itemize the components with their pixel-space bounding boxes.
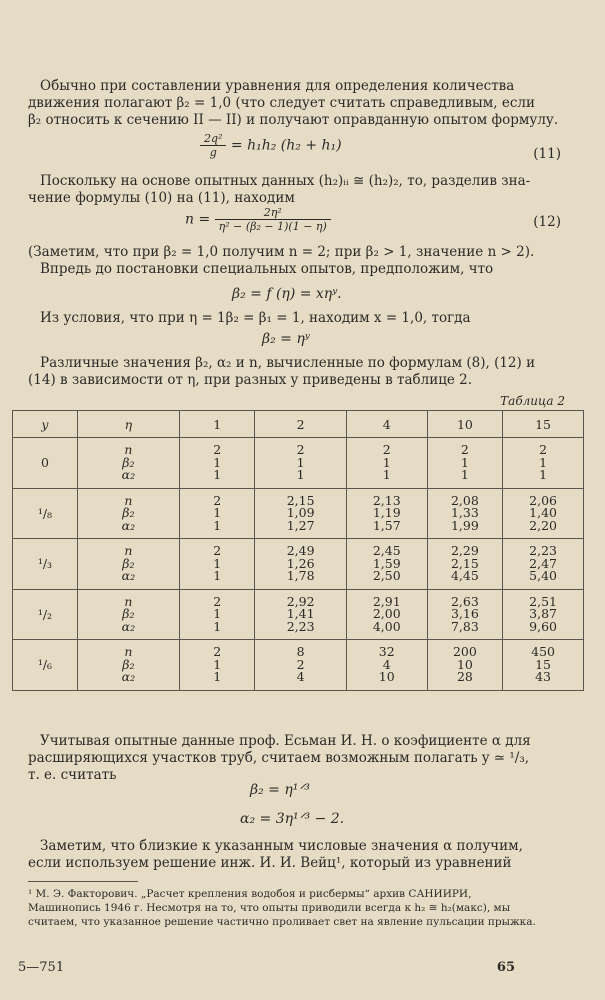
table-row: [13, 640, 584, 691]
paragraph-line: Поскольку на основе опытных данных (h₂)ᵢᵢ ≅ (h₂)₂, то, разделив зна-: [40, 173, 531, 189]
header-eta: η: [77, 411, 179, 438]
cell-values: 2,63 3,16 7,83: [427, 589, 502, 640]
eq12-numerator: 2η²: [215, 206, 331, 220]
paragraph-line: Впредь до постановки специальных опытов, предположим, что: [40, 261, 494, 277]
cell-labels: n β₂ α₂: [77, 539, 179, 590]
table-row: [13, 438, 584, 489]
data-table: [12, 410, 584, 691]
cell-values: 2,49 1,26 1,78: [255, 539, 346, 590]
eq11-denominator: g: [209, 146, 217, 159]
equation-b2: β₂ = ηʸ: [262, 331, 310, 347]
page-number: 65: [496, 960, 515, 975]
equation-f: β₂ = f (η) = xηʸ.: [232, 286, 342, 302]
equation-c1: β₂ = η¹ᐟ³: [250, 782, 310, 798]
cell-values: 2,45 1,59 2,50: [346, 539, 427, 590]
paragraph-line: Заметим, что близкие к указанным числовые значения α получим,: [40, 838, 523, 854]
cell-values: 2 1 1: [427, 438, 502, 489]
eq11-rhs: = h₁h₂ (h₂ + h₁): [230, 137, 342, 154]
paragraph-line: если используем решение инж. И. И. Вейц¹, который из уравнений: [28, 855, 512, 871]
cell-values: 200 10 28: [427, 640, 502, 691]
header-col: 2: [255, 411, 346, 438]
cell-values: 450 15 43: [503, 640, 584, 691]
cell-values: 2 1 1: [179, 438, 254, 489]
paragraph-line: (14) в зависимости от η, при разных y приведены в таблице 2.: [28, 372, 473, 388]
cell-labels: n β₂ α₂: [77, 488, 179, 539]
footnote-line: считаем, что указанное решение частично проливает свет на явление пульсации прыжка.: [28, 916, 536, 928]
paragraph-line: расширяющихся участков труб, считаем возможным полагать y ≃ ¹/₃,: [28, 750, 530, 766]
paragraph-line: движения полагают β₂ = 1,0 (что следует считать справедливым, если: [28, 95, 535, 111]
cell-values: 2,13 1,19 1,57: [346, 488, 427, 539]
eq11-numerator: 2q²: [200, 132, 226, 146]
cell-values: 2,92 1,41 2,23: [255, 589, 346, 640]
cell-y: ¹/₃: [13, 539, 78, 590]
cell-values: 32 4 10: [346, 640, 427, 691]
table-caption: Таблица 2: [500, 394, 565, 408]
table-row: [13, 539, 584, 590]
equation-12: [185, 206, 331, 233]
eq12-lhs: n =: [185, 211, 211, 228]
header-col: 1: [179, 411, 254, 438]
footnote-line: ¹ М. Э. Факторович. „Расчет крепления водобоя и рисбермы“ архив САНИИРИ,: [28, 888, 472, 900]
header-col: 4: [346, 411, 427, 438]
cell-y: ¹/₈: [13, 488, 78, 539]
equation-12-label: (12): [533, 214, 561, 230]
paragraph-line: т. е. считать: [28, 767, 117, 783]
cell-values: 2 1 1: [179, 488, 254, 539]
cell-y: ¹/₆: [13, 640, 78, 691]
table-header-row: [13, 411, 584, 438]
equation-c2: α₂ = 3η¹ᐟ³ − 2.: [240, 811, 345, 827]
cell-values: 2 1 1: [255, 438, 346, 489]
paragraph-line: Обычно при составлении уравнения для определения количества: [40, 78, 515, 94]
cell-values: 2,08 1,33 1,99: [427, 488, 502, 539]
eq12-denominator: η² − (β₂ − 1)(1 − η): [218, 220, 327, 233]
cell-values: 2,06 1,40 2,20: [503, 488, 584, 539]
cell-y: 0: [13, 438, 78, 489]
cell-values: 2,29 2,15 4,45: [427, 539, 502, 590]
cell-values: 2,91 2,00 4,00: [346, 589, 427, 640]
header-col: 15: [503, 411, 584, 438]
cell-values: 2,51 3,87 9,60: [503, 589, 584, 640]
header-col: 10: [427, 411, 502, 438]
equation-11: [200, 132, 342, 159]
cell-labels: n β₂ α₂: [77, 589, 179, 640]
footnote-rule: [28, 881, 138, 882]
cell-values: 2 1 1: [179, 589, 254, 640]
paragraph-line: Из условия, что при η = 1β₂ = β₁ = 1, находим x = 1,0, тогда: [40, 310, 471, 326]
paragraph-line: Различные значения β₂, α₂ и n, вычисленные по формулам (8), (12) и: [40, 355, 536, 371]
equation-11-label: (11): [533, 146, 561, 162]
cell-values: 2 1 1: [179, 539, 254, 590]
table-row: [13, 488, 584, 539]
cell-labels: n β₂ α₂: [77, 438, 179, 489]
paragraph-line: чение формулы (10) на (11), находим: [28, 190, 295, 206]
cell-values: 2 1 1: [179, 640, 254, 691]
footer-signature: 5—751: [18, 960, 65, 975]
header-y: y: [13, 411, 78, 438]
footnote-line: Машинопись 1946 г. Несмотря на то, что опыты приводили всегда к h₂ ≅ h₂(макс), мы: [28, 902, 511, 914]
table-row: [13, 589, 584, 640]
cell-values: 2,23 2,47 5,40: [503, 539, 584, 590]
cell-values: 2 1 1: [503, 438, 584, 489]
paragraph-line: Учитывая опытные данные проф. Есьман И. Н. о коэфициенте α для: [40, 733, 531, 749]
cell-y: ¹/₂: [13, 589, 78, 640]
cell-labels: n β₂ α₂: [77, 640, 179, 691]
cell-values: 8 2 4: [255, 640, 346, 691]
paragraph-line: β₂ относить к сечению II — II) и получают оправданную опытом формулу.: [28, 112, 559, 128]
paragraph-line: (Заметим, что при β₂ = 1,0 получим n = 2; при β₂ > 1, значение n > 2).: [28, 244, 535, 260]
cell-values: 2,15 1,09 1,27: [255, 488, 346, 539]
cell-values: 2 1 1: [346, 438, 427, 489]
